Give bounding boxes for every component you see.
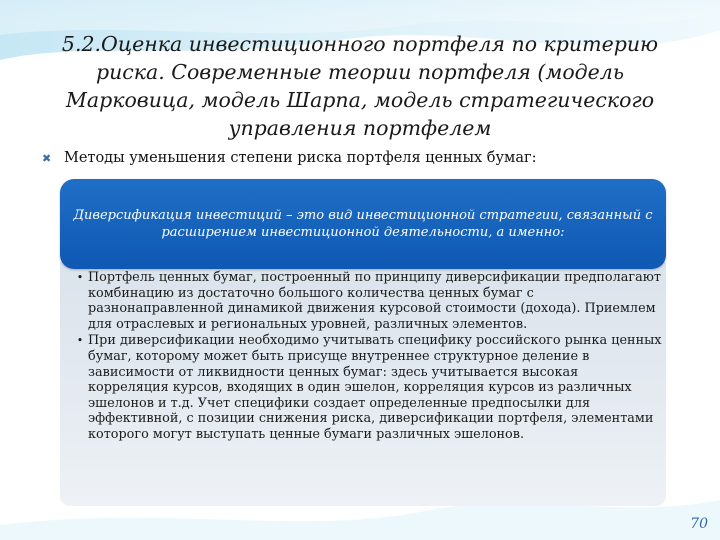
list-item-text: Портфель ценных бумаг, построенный по принципу диверсификации предполагают комбинацию из достаточно большого количества ценных бумаг с разнонаправленной динамикой движения курсовой стоимости (дохода). Приемлем для отраслевых и региональных уровней, различных элементов.	[88, 270, 661, 332]
lead-text: Методы уменьшения степени риска портфеля ценных бумаг:	[64, 150, 537, 166]
bullet-dot-icon: •	[76, 271, 84, 284]
bullet-dot-icon: •	[76, 334, 84, 348]
definition-callout	[60, 179, 666, 269]
list-item	[72, 333, 662, 442]
callout-text: Диверсификация инвестиций – это вид инвестиционной стратегии, связанный с расширением инвестиционной деятельности, а именно:	[73, 208, 653, 240]
list-item	[72, 270, 662, 332]
bullet-list	[72, 270, 662, 444]
slide-title: 5.2.Оценка инвестиционного портфеля по критерию риска. Современные теории портфеля (модель Марковица, модель Шарпа, модель стратегического управления портфелем	[61, 32, 659, 140]
page-number: 70	[690, 516, 708, 532]
list-item-text: При диверсификации необходимо учитывать специфику российского рынка ценных бумаг, которому может быть присуще внутреннее структурное деление в зависимости от ликвидности ценных бумаг: здесь учитывается высокая корреляция курсов, входящих в один эшелон, корреляция курсов из различных эшелонов и т.д. Учет специфики создает определенные предпосылки для эффективной, с позиции снижения риска, диверсификации портфеля, элементами которого могут выступать ценные бумаги различных эшелонов.	[88, 333, 662, 442]
x-bullet-icon: ✖	[42, 152, 52, 165]
lead-bullet	[42, 150, 682, 166]
